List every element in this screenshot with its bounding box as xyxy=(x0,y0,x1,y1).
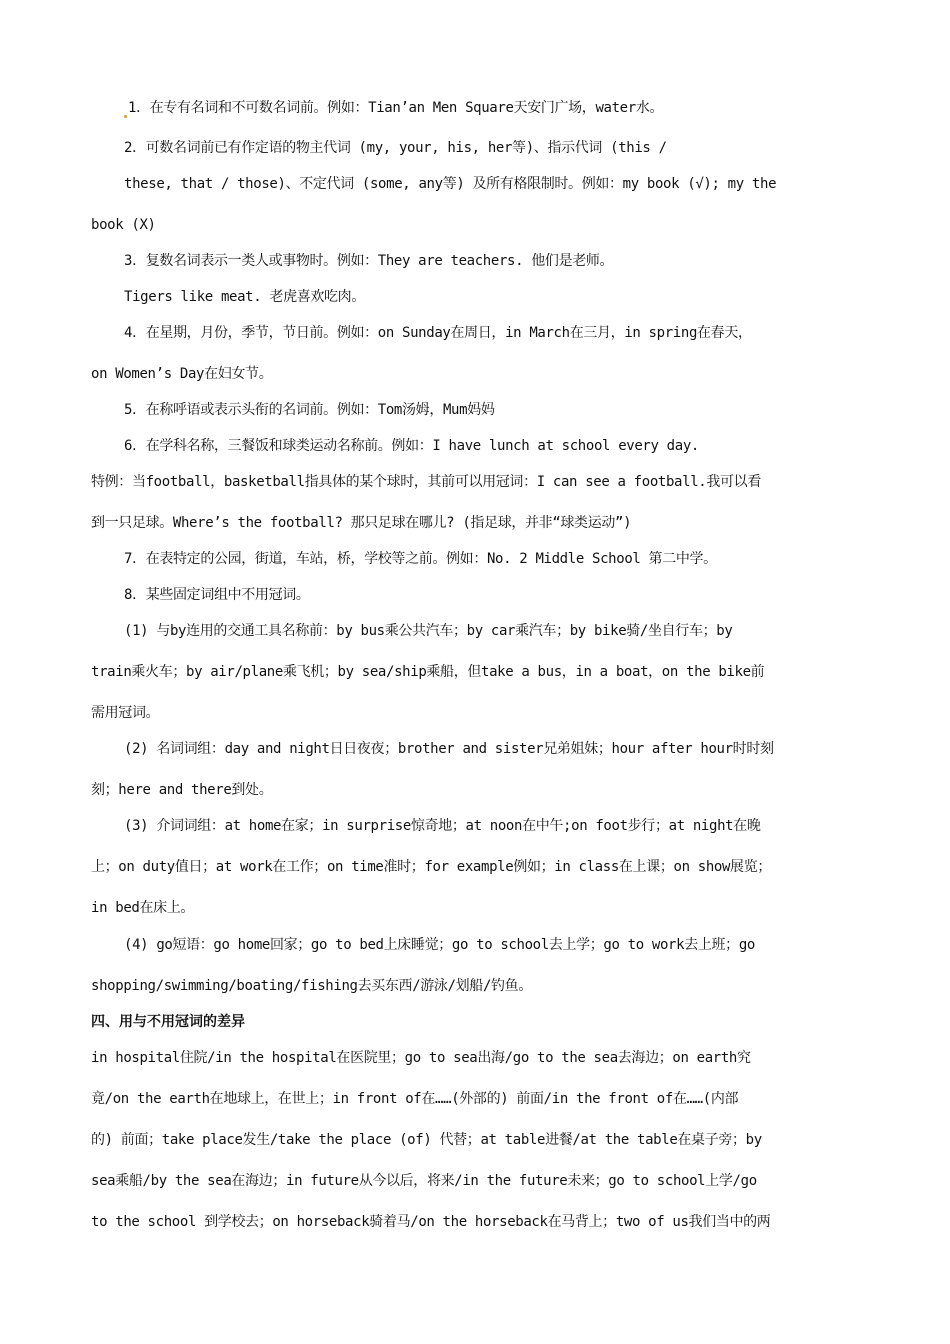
text-line: on Women’s Day在妇女节。 xyxy=(91,366,273,382)
text-line: 竟/on the earth在地球上，在世上；in front of在……(外部的) 前面/in the front of在……(内部 xyxy=(91,1091,739,1107)
text-line: 上；on duty值日；at work在工作；on time准时；for example例如；in class在上课；on show展览； xyxy=(91,859,771,875)
text-line: train乘火车；by air/plane乘飞机；by sea/ship乘船，但take a bus，in a boat，on the bike前 xyxy=(91,664,765,680)
text-line: (1) 与by连用的交通工具名称前：by bus乘公共汽车；by car乘汽车；by bike骑/坐自行车；by xyxy=(124,623,733,639)
edit-marker-icon xyxy=(124,115,127,118)
text-line: 6．在学科名称，三餐饭和球类运动名称前。例如：I have lunch at school every day. xyxy=(124,438,699,454)
text-line: 到一只足球。Where’s the football? 那只足球在哪儿? (指足球，并非“球类运动”) xyxy=(91,515,632,531)
text-line: in hospital住院/in the hospital在医院里；go to sea出海/go to the sea去海边；on earth究 xyxy=(91,1050,751,1066)
text-line: 特例：当football，basketball指具体的某个球时，其前可以用冠词：I can see a football.我可以看 xyxy=(91,474,761,490)
text-line: (4) go短语：go home回家；go to bed上床睡觉；go to school去上学；go to work去上班；go xyxy=(124,937,755,953)
text-line: 4．在星期，月份，季节，节日前。例如：on Sunday在周日，in March在三月，in spring在春天， xyxy=(124,325,752,341)
text-line: 1．在专有名词和不可数名词前。例如：Tian’an Men Square天安门广场，water水。 xyxy=(124,98,663,118)
text-line: 的) 前面；take place发生/take the place (of) 代替；at table进餐/at the table在桌子旁；by xyxy=(91,1132,762,1148)
text-line: Tigers like meat. 老虎喜欢吃肉。 xyxy=(124,289,365,305)
text-line: shopping/swimming/boating/fishing去买东西/游泳/划船/钓鱼。 xyxy=(91,978,532,994)
text-line: 刻；here and there到处。 xyxy=(91,782,273,798)
text-line: 8．某些固定词组中不用冠词。 xyxy=(124,587,310,603)
text-line: book (X) xyxy=(91,217,156,233)
text-line: (3) 介词词组：at home在家；in surprise惊奇地；at noon在中午;on foot步行；at night在晚 xyxy=(124,818,761,834)
text-line: 2．可数名词前已有作定语的物主代词 (my, your, his, her等)、指示代词 (this / xyxy=(124,140,667,156)
text-line: 5．在称呼语或表示头衔的名词前。例如：Tom汤姆，Mum妈妈 xyxy=(124,402,495,418)
text-line: 7．在表特定的公园，街道，车站，桥，学校等之前。例如：No. 2 Middle School 第二中学。 xyxy=(124,551,717,567)
text-line: sea乘船/by the sea在海边；in future从今以后，将来/in the future未来；go to school上学/go xyxy=(91,1173,757,1189)
text-line: in bed在床上。 xyxy=(91,900,195,916)
text-line: 需用冠词。 xyxy=(91,705,160,721)
text-line: (2) 名词词组：day and night日日夜夜；brother and sister兄弟姐妹；hour after hour时时刻 xyxy=(124,741,774,757)
text-line: 3．复数名词表示一类人或事物时。例如：They are teachers. 他们是老师。 xyxy=(124,253,614,269)
text-line: to the school 到学校去；on horseback骑着马/on the horseback在马背上；two of us我们当中的两 xyxy=(91,1214,771,1230)
text-line: these, that / those)、不定代词 (some, any等) 及所有格限制时。例如：my book (√); my the xyxy=(124,176,777,192)
section-heading: 四、用与不用冠词的差异 xyxy=(91,1014,245,1030)
